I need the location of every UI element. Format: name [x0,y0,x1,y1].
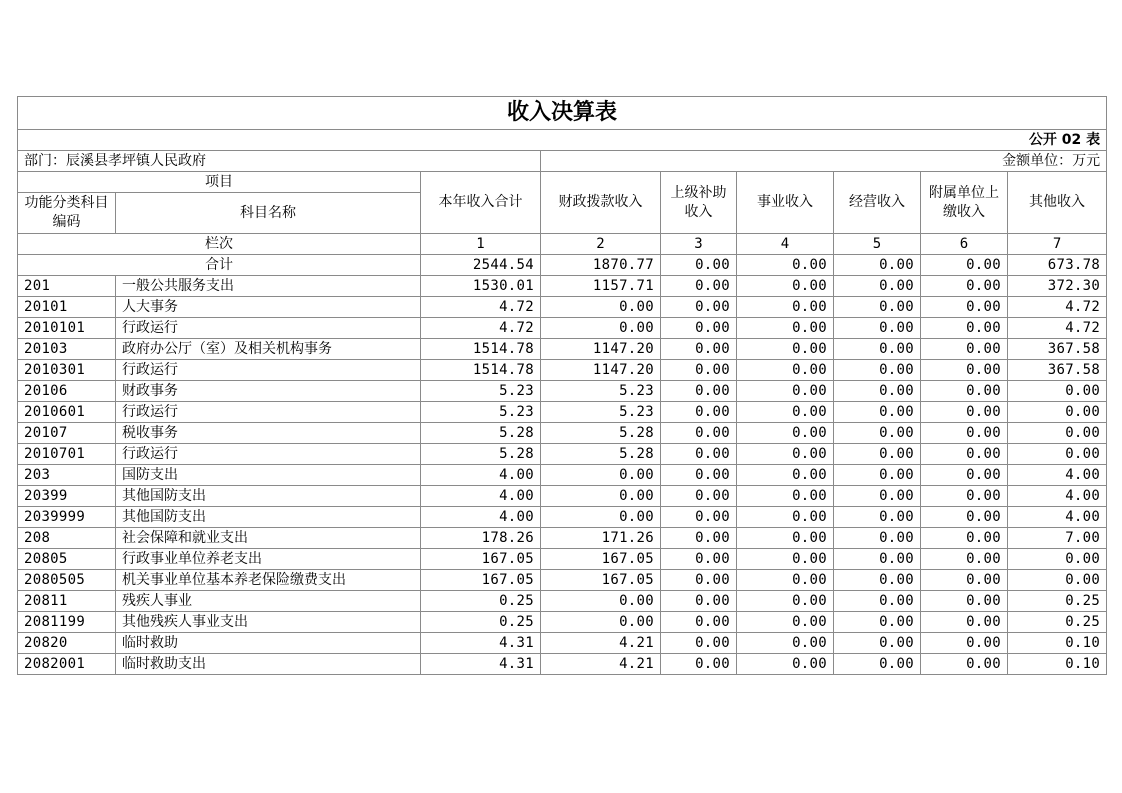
row-code: 2010301 [18,360,116,381]
row-value: 0.00 [834,402,921,423]
row-value: 0.00 [921,486,1008,507]
row-code: 20399 [18,486,116,507]
row-value: 4.21 [541,633,661,654]
row-value: 0.00 [1008,444,1107,465]
row-value: 0.25 [1008,612,1107,633]
row-value: 7.00 [1008,528,1107,549]
table-row [18,570,1107,591]
row-value: 4.00 [1008,465,1107,486]
row-value: 0.00 [541,465,661,486]
header-superior: 上级补助收入 [661,172,737,234]
row-value: 0.00 [541,486,661,507]
row-value: 0.00 [921,444,1008,465]
row-value: 0.00 [834,444,921,465]
row-value: 0.00 [834,507,921,528]
total-value: 0.00 [661,255,737,276]
row-name: 其他残疾人事业支出 [116,612,421,633]
row-value: 0.00 [921,318,1008,339]
row-value: 4.72 [1008,318,1107,339]
row-value: 0.00 [834,339,921,360]
row-value: 0.00 [921,297,1008,318]
row-value: 0.00 [661,297,737,318]
row-name: 行政运行 [116,444,421,465]
table-row [18,402,1107,423]
row-code: 201 [18,276,116,297]
row-value: 367.58 [1008,360,1107,381]
header-operating: 经营收入 [834,172,921,234]
row-value: 0.00 [834,465,921,486]
table-row [18,318,1107,339]
row-name: 临时救助 [116,633,421,654]
row-value: 0.00 [661,654,737,675]
row-value: 0.00 [834,612,921,633]
column-number: 5 [834,234,921,255]
row-value: 0.00 [921,381,1008,402]
row-value: 0.00 [834,549,921,570]
table-row [18,654,1107,675]
table-row [18,444,1107,465]
row-value: 0.00 [737,570,834,591]
row-value: 0.00 [921,276,1008,297]
row-value: 5.28 [421,423,541,444]
row-name: 行政运行 [116,318,421,339]
table-row [18,423,1107,444]
column-number: 1 [421,234,541,255]
row-value: 0.00 [661,276,737,297]
income-statement-sheet [17,96,1106,675]
row-value: 1147.20 [541,339,661,360]
table-row [18,297,1107,318]
row-value: 0.00 [661,591,737,612]
row-code: 20103 [18,339,116,360]
row-name: 税收事务 [116,423,421,444]
row-value: 0.00 [737,654,834,675]
table-row [18,528,1107,549]
column-number: 4 [737,234,834,255]
row-value: 0.00 [921,570,1008,591]
row-value: 0.00 [737,528,834,549]
total-value: 673.78 [1008,255,1107,276]
header-fiscal: 财政拨款收入 [541,172,661,234]
column-number: 6 [921,234,1008,255]
row-value: 0.00 [737,423,834,444]
row-name: 行政运行 [116,402,421,423]
row-value: 4.00 [421,465,541,486]
header-name: 科目名称 [116,193,421,234]
column-number-label: 栏次 [18,234,421,255]
row-value: 0.00 [834,528,921,549]
row-value: 5.23 [541,402,661,423]
row-code: 2039999 [18,507,116,528]
row-value: 0.00 [737,549,834,570]
row-value: 0.00 [1008,549,1107,570]
row-value: 0.00 [661,360,737,381]
row-value: 0.25 [421,591,541,612]
header-code: 功能分类科目编码 [18,193,116,234]
row-value: 367.58 [1008,339,1107,360]
row-value: 0.00 [737,402,834,423]
column-number: 7 [1008,234,1107,255]
row-value: 0.00 [921,528,1008,549]
row-value: 4.00 [1008,507,1107,528]
row-code: 2080505 [18,570,116,591]
total-value: 2544.54 [421,255,541,276]
row-value: 0.00 [541,297,661,318]
row-value: 0.00 [737,465,834,486]
row-value: 0.00 [834,276,921,297]
table-row [18,612,1107,633]
row-value: 1147.20 [541,360,661,381]
row-name: 人大事务 [116,297,421,318]
header-affiliated: 附属单位上缴收入 [921,172,1008,234]
row-value: 0.00 [661,444,737,465]
row-code: 20106 [18,381,116,402]
row-code: 203 [18,465,116,486]
row-value: 0.00 [541,612,661,633]
row-code: 2010701 [18,444,116,465]
row-value: 1157.71 [541,276,661,297]
row-value: 0.00 [921,339,1008,360]
row-value: 167.05 [541,549,661,570]
row-value: 0.00 [661,633,737,654]
table-title: 收入决算表 [18,97,1107,130]
row-value: 0.00 [737,276,834,297]
row-value: 0.00 [737,381,834,402]
row-value: 0.00 [1008,570,1107,591]
row-value: 0.00 [661,339,737,360]
row-value: 4.00 [421,507,541,528]
row-value: 0.00 [661,402,737,423]
row-value: 0.00 [661,381,737,402]
row-value: 0.00 [541,318,661,339]
row-value: 4.00 [421,486,541,507]
header-item: 项目 [18,172,421,193]
row-name: 一般公共服务支出 [116,276,421,297]
row-value: 0.00 [661,423,737,444]
row-value: 1514.78 [421,339,541,360]
row-value: 0.00 [737,360,834,381]
row-code: 20820 [18,633,116,654]
total-value: 0.00 [834,255,921,276]
total-row [18,255,1107,276]
income-table [17,96,1107,675]
row-value: 167.05 [541,570,661,591]
header-total: 本年收入合计 [421,172,541,234]
department-label: 部门：辰溪县孝坪镇人民政府 [18,151,541,172]
row-value: 4.00 [1008,486,1107,507]
header-other: 其他收入 [1008,172,1107,234]
header-business: 事业收入 [737,172,834,234]
row-code: 20101 [18,297,116,318]
row-value: 0.00 [834,381,921,402]
row-name: 机关事业单位基本养老保险缴费支出 [116,570,421,591]
row-value: 5.28 [421,444,541,465]
row-value: 5.23 [421,402,541,423]
row-value: 0.00 [661,465,737,486]
row-code: 2082001 [18,654,116,675]
row-name: 其他国防支出 [116,486,421,507]
row-value: 0.00 [661,612,737,633]
row-value: 0.00 [661,507,737,528]
row-value: 4.72 [421,297,541,318]
total-label: 合计 [18,255,421,276]
row-value: 0.00 [834,297,921,318]
row-code: 2081199 [18,612,116,633]
row-value: 5.23 [421,381,541,402]
row-value: 0.00 [834,570,921,591]
row-name: 国防支出 [116,465,421,486]
row-value: 0.10 [1008,654,1107,675]
row-value: 0.00 [737,486,834,507]
row-value: 0.00 [737,591,834,612]
row-value: 4.31 [421,654,541,675]
row-code: 208 [18,528,116,549]
row-value: 0.00 [1008,381,1107,402]
table-row [18,633,1107,654]
total-value: 1870.77 [541,255,661,276]
row-value: 1514.78 [421,360,541,381]
row-value: 0.00 [661,318,737,339]
total-value: 0.00 [737,255,834,276]
row-name: 其他国防支出 [116,507,421,528]
table-row [18,465,1107,486]
table-row [18,339,1107,360]
row-value: 5.28 [541,423,661,444]
row-value: 0.00 [834,633,921,654]
table-row [18,381,1107,402]
row-value: 5.28 [541,444,661,465]
row-value: 372.30 [1008,276,1107,297]
row-name: 行政运行 [116,360,421,381]
row-value: 0.25 [1008,591,1107,612]
unit-label: 金额单位：万元 [541,151,1107,172]
row-value: 0.00 [921,633,1008,654]
table-row [18,591,1107,612]
row-value: 0.00 [921,465,1008,486]
row-value: 0.00 [737,612,834,633]
row-value: 0.00 [737,339,834,360]
table-row [18,276,1107,297]
row-code: 20811 [18,591,116,612]
row-value: 5.23 [541,381,661,402]
row-name: 残疾人事业 [116,591,421,612]
row-value: 0.00 [834,360,921,381]
column-number: 3 [661,234,737,255]
row-value: 4.72 [1008,297,1107,318]
row-name: 财政事务 [116,381,421,402]
form-number: 公开 02 表 [18,130,1107,151]
row-value: 1530.01 [421,276,541,297]
table-row [18,360,1107,381]
row-value: 0.00 [737,318,834,339]
row-value: 0.00 [834,423,921,444]
row-value: 0.00 [541,591,661,612]
row-value: 0.00 [921,507,1008,528]
row-value: 0.25 [421,612,541,633]
row-code: 20805 [18,549,116,570]
row-value: 0.00 [541,507,661,528]
row-value: 0.00 [834,591,921,612]
row-value: 0.00 [1008,402,1107,423]
row-value: 0.10 [1008,633,1107,654]
row-value: 0.00 [921,360,1008,381]
row-value: 167.05 [421,549,541,570]
row-value: 0.00 [834,318,921,339]
row-code: 2010101 [18,318,116,339]
row-value: 0.00 [737,507,834,528]
row-name: 行政事业单位养老支出 [116,549,421,570]
row-value: 0.00 [1008,423,1107,444]
row-value: 0.00 [661,570,737,591]
row-value: 4.21 [541,654,661,675]
row-value: 0.00 [834,654,921,675]
row-value: 0.00 [921,402,1008,423]
row-value: 178.26 [421,528,541,549]
total-value: 0.00 [921,255,1008,276]
row-value: 0.00 [921,654,1008,675]
row-value: 0.00 [737,444,834,465]
row-name: 政府办公厅（室）及相关机构事务 [116,339,421,360]
row-value: 0.00 [661,549,737,570]
row-value: 0.00 [834,486,921,507]
row-value: 0.00 [661,486,737,507]
row-name: 临时救助支出 [116,654,421,675]
row-value: 0.00 [921,591,1008,612]
row-value: 0.00 [921,612,1008,633]
row-code: 20107 [18,423,116,444]
row-value: 4.31 [421,633,541,654]
row-value: 0.00 [921,549,1008,570]
row-name: 社会保障和就业支出 [116,528,421,549]
row-value: 167.05 [421,570,541,591]
row-value: 0.00 [737,297,834,318]
row-value: 0.00 [661,528,737,549]
row-value: 4.72 [421,318,541,339]
row-value: 171.26 [541,528,661,549]
table-row [18,549,1107,570]
row-value: 0.00 [921,423,1008,444]
table-row [18,507,1107,528]
row-code: 2010601 [18,402,116,423]
column-number: 2 [541,234,661,255]
table-row [18,486,1107,507]
row-value: 0.00 [737,633,834,654]
